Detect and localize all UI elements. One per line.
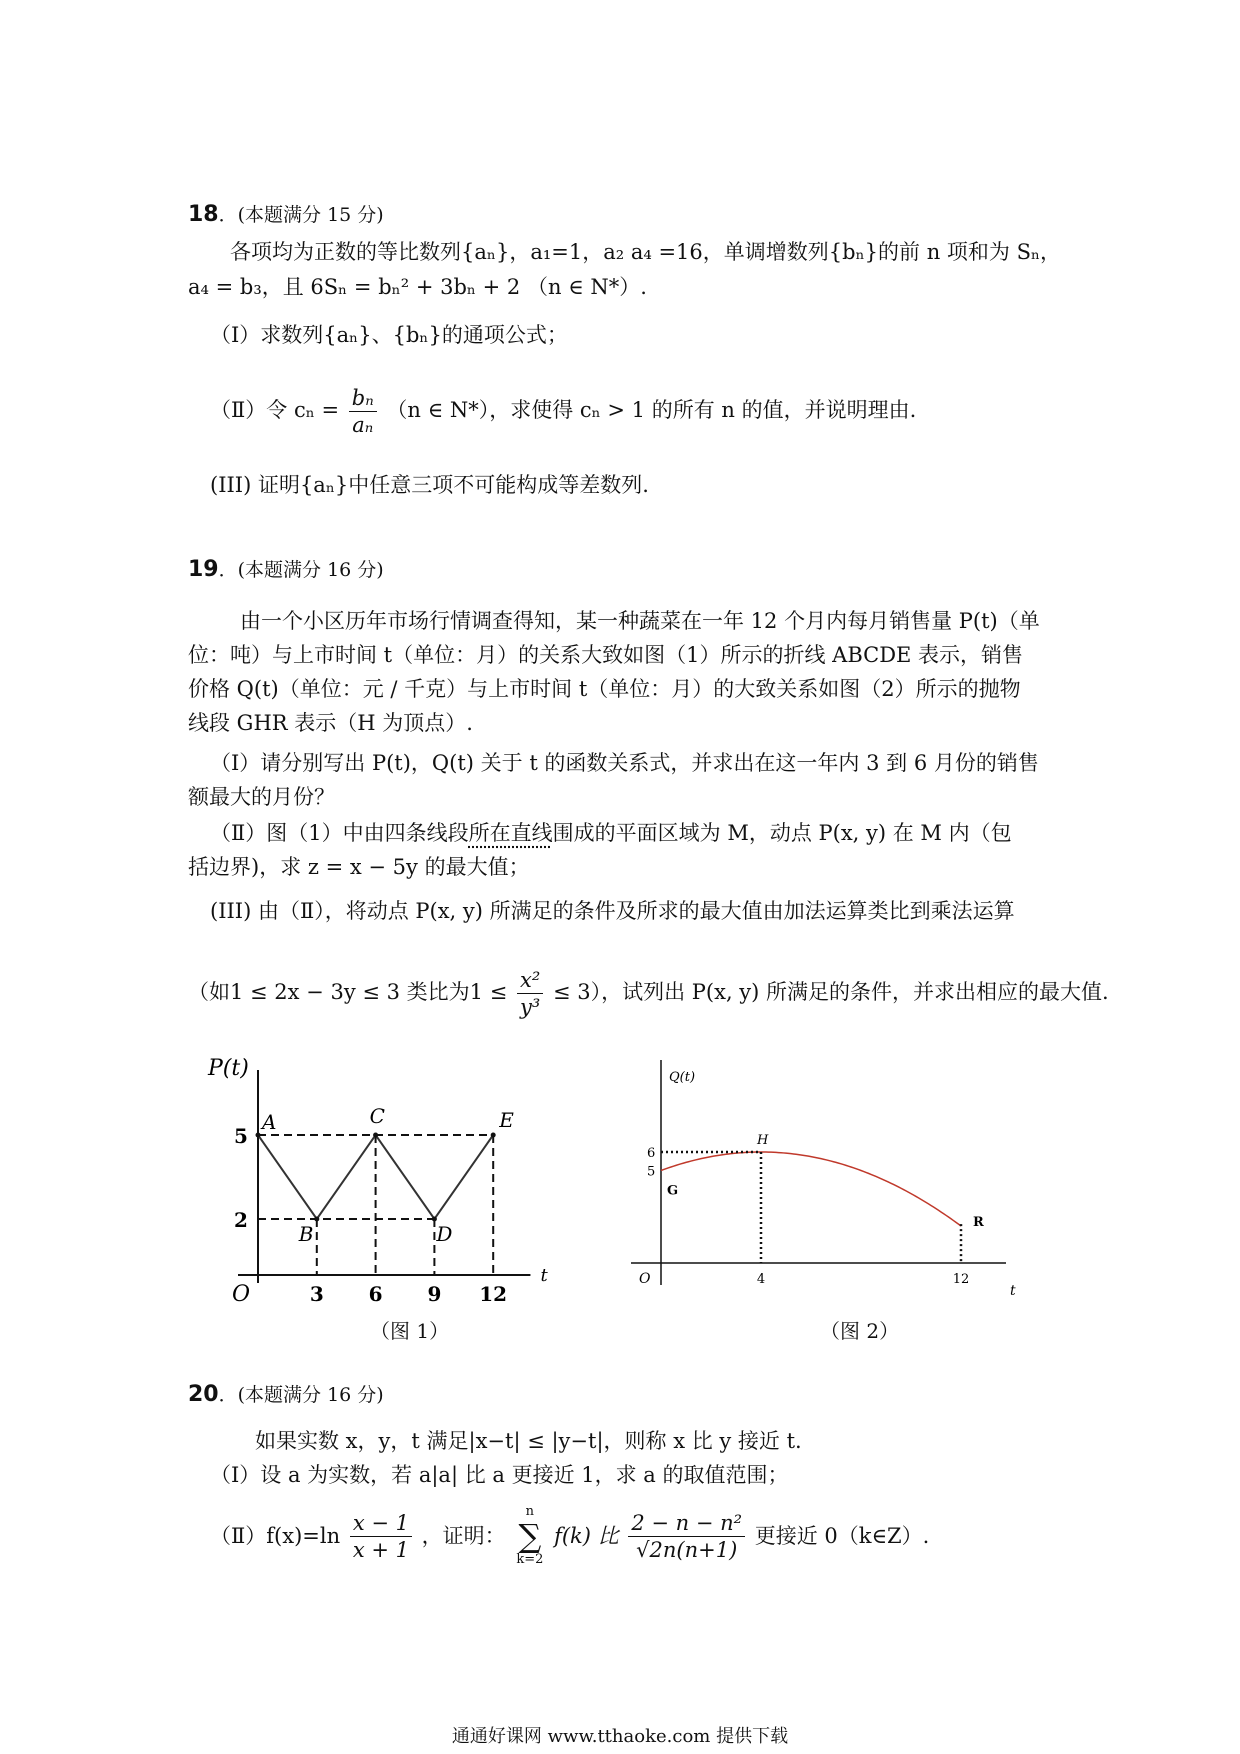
figure2-caption: （图 2） [820, 1319, 900, 1343]
figure2-point-label: G [667, 1183, 679, 1199]
figure2-y-label: Q(t) [669, 1070, 696, 1085]
q20-f-denominator: x + 1 [352, 1537, 409, 1562]
figure1-y-tick: 5 [234, 1124, 248, 1148]
q18-part2-pre: （Ⅱ）令 cₙ = [210, 398, 340, 422]
figure1-point-label: C [369, 1104, 385, 1128]
figure1-point-label: E [499, 1108, 514, 1132]
q20-summation [516, 1505, 543, 1567]
q20-sum-term: f(k) 比 [554, 1524, 619, 1548]
figure1-chart [200, 1055, 620, 1315]
q18-header [188, 200, 384, 227]
q18-part2 [210, 382, 916, 438]
q20-g-denominator: √2n(n+1) [636, 1537, 738, 1562]
figure2-x-label: t [1010, 1283, 1016, 1299]
q19-para-line1: 由一个小区历年市场行情调查得知，某一种蔬菜在一年 12 个月内每月销售量 P(t)（单 [240, 609, 1040, 633]
q20-part2-mid: ，证明： [421, 1524, 506, 1548]
q18-cn-numerator: bₙ [349, 385, 377, 412]
figure1-y-label: P(t) [208, 1056, 249, 1081]
q19-part3-pre: （如1 ≤ 2x − 3y ≤ 3 类比为1 ≤ [188, 980, 508, 1004]
figure2-x-tick: 4 [756, 1272, 766, 1287]
q19-points: ．(本题满分 16 分) [218, 559, 384, 581]
q20-header [188, 1380, 384, 1407]
figure1-y-tick: 2 [234, 1208, 248, 1232]
q19-part3-post: ≤ 3），试列出 P(x, y) 所满足的条件，并求出相应的最大值. [552, 980, 1109, 1004]
q19-part3-line1: (III) 由（Ⅱ），将动点 P(x, y) 所满足的条件及所求的最大值由加法运算类比到乘法运算 [210, 899, 1015, 923]
figure1-x-tick: 9 [427, 1282, 442, 1306]
figure1-point [314, 1217, 319, 1222]
figure1-point-label: A [262, 1110, 277, 1134]
q20-sum-symbol: ∑ [518, 1517, 542, 1555]
q18-part2-post: （n ∈ N*），求使得 cₙ > 1 的所有 n 的值，并说明理由. [386, 398, 917, 422]
figure1-x-tick: 12 [479, 1282, 508, 1306]
q20-g-numerator: 2 − n − n² [628, 1510, 745, 1537]
q19-analogy-denominator: y³ [519, 995, 541, 1019]
figure1-plot [207, 1056, 548, 1307]
q18-points: ．(本题满分 15 分) [218, 204, 384, 226]
figure2-point-label: H [757, 1133, 769, 1148]
q19-analogy-fraction [517, 967, 543, 1020]
q19-para-line3: 价格 Q(t)（单位：元 / 千克）与上市时间 t（单位：月）的大致关系如图（2）所示的抛物 [188, 677, 1021, 701]
q20-intro: 如果实数 x，y，t 满足|x−t| ≤ |y−t|，则称 x 比 y 接近 t. [255, 1429, 802, 1453]
q18-part1: （Ⅰ）求数列{aₙ}、{bₙ}的通项公式； [210, 323, 568, 347]
q19-analogy-numerator: x² [517, 967, 543, 994]
q19-part2-post: 围成的平面区域为 M，动点 P(x, y) 在 M 内（包 [552, 821, 1012, 845]
q20-f-numerator: x − 1 [350, 1510, 412, 1537]
q19-part2-pre: （Ⅱ）图（1）中由四条线段 [210, 821, 469, 845]
figure1-point [491, 1133, 496, 1138]
q19-part2-line2: 括边界)，求 z = x − 5y 的最大值； [188, 855, 530, 879]
q18-line1: 各项均为正数的等比数列{aₙ}，a₁=1，a₂ a₄ =16，单调增数列{bₙ}的前 n 项和为 Sₙ， [230, 240, 1062, 264]
q18-cn-fraction [349, 385, 377, 438]
figure1-point-label: B [298, 1222, 314, 1246]
q20-f-fraction [350, 1510, 412, 1563]
q19-part3-line2 [188, 964, 1109, 1020]
q19-part1-line2: 额最大的月份？ [188, 785, 335, 809]
figure2-plot [631, 1060, 1016, 1299]
figure1-x-tick: 3 [309, 1282, 324, 1306]
q19-part1-line1: （Ⅰ）请分别写出 P(t)，Q(t) 关于 t 的函数关系式，并求出在这一年内 3 到 6 月份的销售 [210, 751, 1039, 775]
figure2-y-tick: 5 [647, 1164, 656, 1180]
q19-para-line2: 位：吨）与上市时间 t（单位：月）的关系大致如图（1）所示的折线 ABCDE 表示，销售 [188, 643, 1024, 667]
q20-part2-post: 更接近 0（k∈Z）. [754, 1524, 930, 1548]
q19-header [188, 555, 384, 582]
q20-sum-lower: k=2 [516, 1552, 544, 1567]
figure1-point-label: D [436, 1222, 453, 1246]
figure1-caption: （图 1） [370, 1319, 450, 1343]
q20-part2 [210, 1505, 929, 1579]
q20-points: ．(本题满分 16 分) [218, 1384, 384, 1406]
figure1-origin: O [232, 1282, 251, 1307]
q18-number: 18 [188, 202, 219, 227]
q20-part2-pre: （Ⅱ）f(x)=ln [210, 1524, 341, 1548]
q19-para-line4: 线段 GHR 表示（H 为顶点）. [188, 711, 473, 735]
q19-number: 19 [188, 557, 219, 582]
figure1-point [432, 1217, 437, 1222]
page-footer: 通通好课网 www.tthaoke.com 提供下载 [451, 1726, 789, 1747]
figure1-point [256, 1133, 261, 1138]
q18-line2: a₄ = b₃，且 6Sₙ = bₙ² + 3bₙ + 2 （n ∈ N*）. [188, 275, 647, 299]
figure2-origin: O [639, 1271, 651, 1287]
q19-part2-line1 [210, 818, 1012, 848]
q20-number: 20 [188, 1382, 219, 1407]
q18-cn-denominator: aₙ [352, 413, 374, 437]
figure2-curve [661, 1152, 961, 1226]
q18-part3: (III) 证明{aₙ}中任意三项不可能构成等差数列. [210, 473, 649, 497]
figure2-y-tick: 6 [647, 1146, 656, 1161]
figure1-point [373, 1133, 378, 1138]
q20-part1: （Ⅰ）设 a 为实数，若 a|a| 比 a 更接近 1，求 a 的取值范围； [210, 1463, 789, 1487]
figure2-point-label: R [973, 1215, 984, 1231]
figure1-x-tick: 6 [368, 1282, 383, 1306]
figure2-x-tick: 12 [952, 1272, 970, 1287]
figure2-chart [625, 1055, 1065, 1315]
q19-part2-emphasis: 所在直线 [468, 821, 553, 845]
q20-g-fraction [628, 1510, 745, 1563]
figure1-x-label: t [540, 1265, 548, 1286]
q20-sum-upper: n [525, 1504, 535, 1519]
